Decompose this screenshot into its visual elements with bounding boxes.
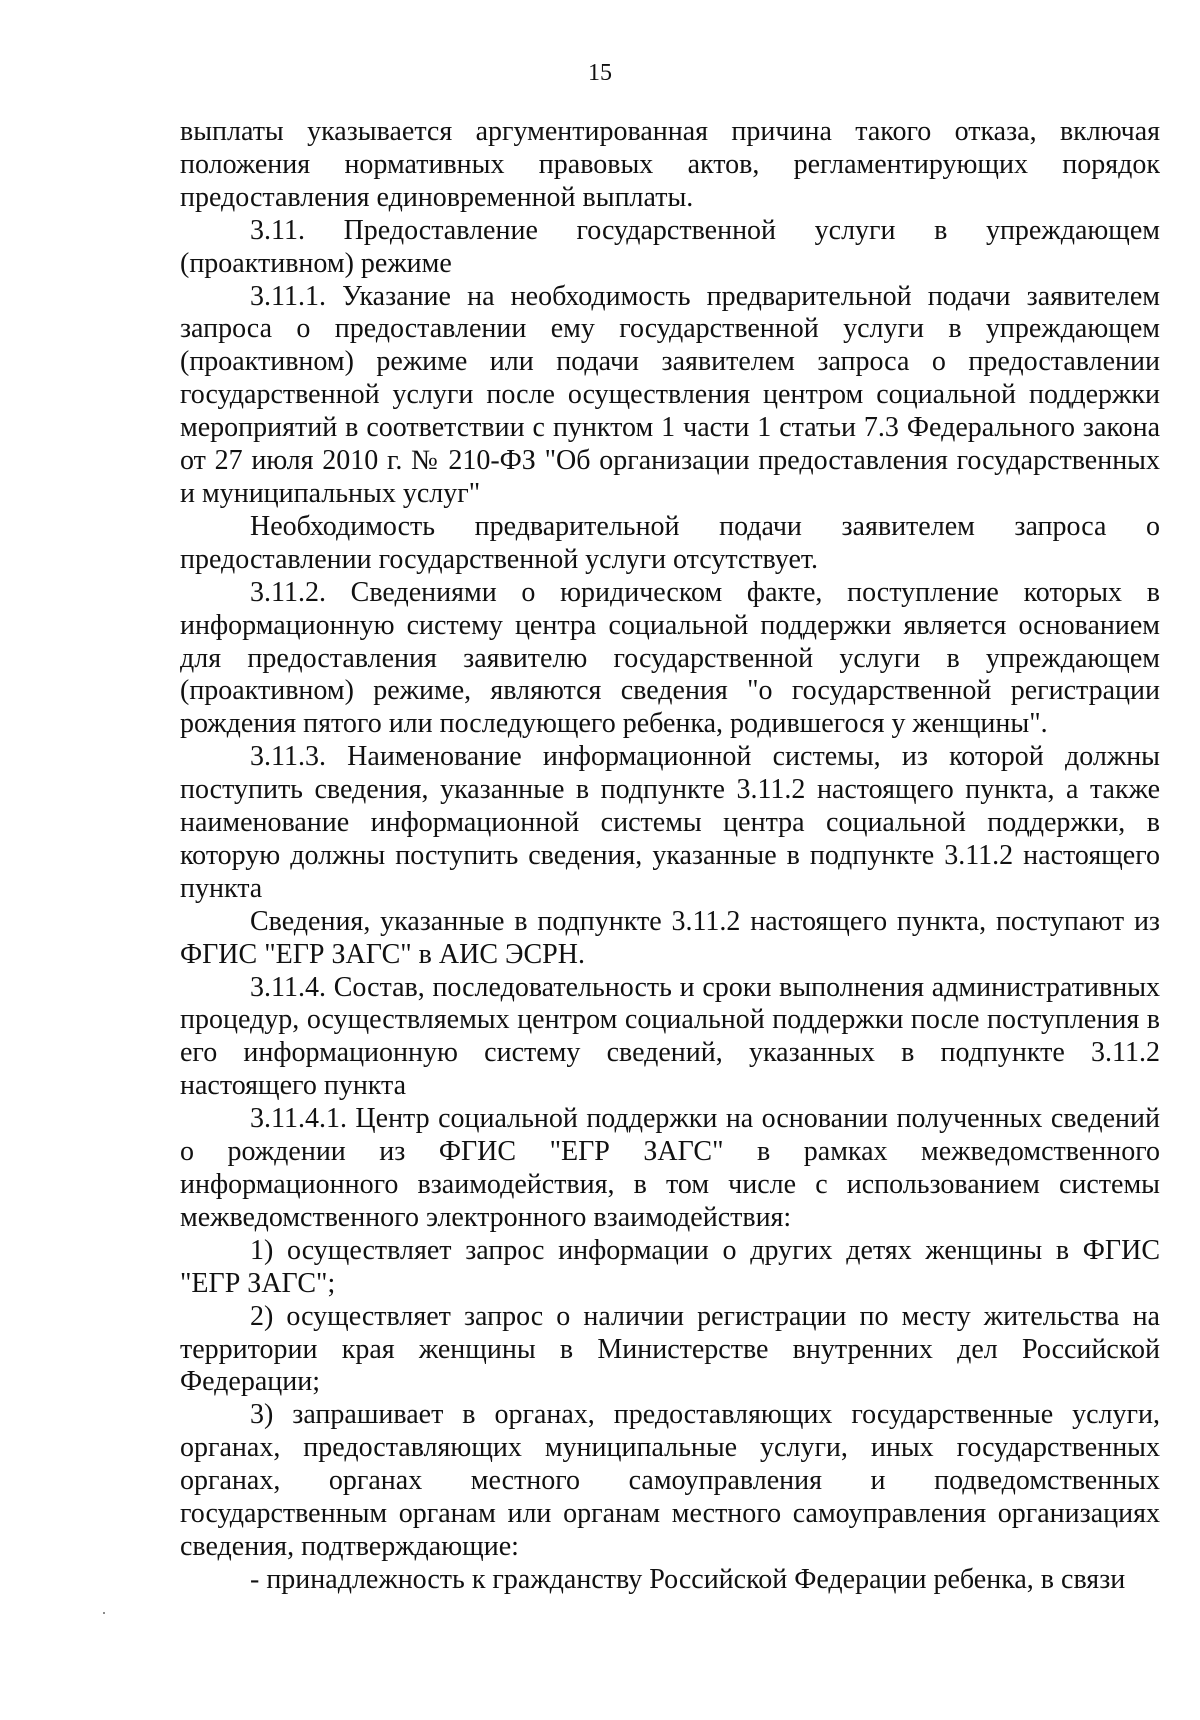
list-item-3: 3) запрашивает в органах, предоставляющих государственные услуги, органах, предоставляющих муниципальные услуги, иных государственных органах, органах местного самоуправления и подведомственных государственным органам или органам местного самоуправления организациях сведения, подтверждающие: (180, 1399, 1160, 1562)
document-body (180, 116, 1160, 1597)
page-number: 15 (588, 60, 612, 86)
paragraph-payment-refusal-continued: выплаты указывается аргументированная причина такого отказа, включая положения нормативных правовых актов, регламентирующих порядок предоставления единовременной выплаты. (180, 116, 1160, 213)
paragraph-3-11-2: 3.11.2. Сведениями о юридическом факте, поступление которых в информационную систему центра социальной поддержки является основанием для предоставления заявителю государственной услуги в упреждающем (проактивном) режиме, являются сведения "о государственной регистрации рождения пятого или последующего ребенка, родившегося у женщины". (180, 576, 1160, 740)
list-item-2: 2) осуществляет запрос о наличии регистрации по месту жительства на территории края женщины в Министерстве внутренних дел Российской Федерации; (180, 1300, 1160, 1398)
paragraph-data-source: Сведения, указанные в подпункте 3.11.2 настоящего пункта, поступают из ФГИС "ЕГР ЗАГС" в АИС ЭСРН. (180, 905, 1160, 970)
paragraph-3-11-heading: 3.11. Предоставление государственной услуги в упреждающем (проактивном) режиме (180, 214, 1160, 279)
list-item-1: 1) осуществляет запрос информации о других детях женщины в ФГИС "ЕГР ЗАГС"; (180, 1234, 1160, 1299)
paragraph-3-11-4-1: 3.11.4.1. Центр социальной поддержки на основании полученных сведений о рождении из ФГИС "ЕГР ЗАГС" в рамках межведомственного информационного взаимодействия, в том числе с использованием системы межведомственного электронного взаимодействия: (180, 1103, 1160, 1233)
paragraph-3-11-1: 3.11.1. Указание на необходимость предварительной подачи заявителем запроса о предоставлении ему государственной услуги в упреждающем (проактивном) режиме или подачи заявителем запроса о предоставлении государственной услуги после осуществления центром социальной поддержки мероприятий в соответствии с пунктом 1 части 1 статьи 7.3 Федерального закона от 27 июля 2010 г. № 210-ФЗ "Об организации предоставления государственных и муниципальных услуг" (180, 280, 1160, 509)
paragraph-3-11-3: 3.11.3. Наименование информационной системы, из которой должны поступить сведения, указанные в подпункте 3.11.2 настоящего пункта, а также наименование информационной системы центра социальной поддержки, в которую должны поступить сведения, указанные в подпункте 3.11.2 настоящего пункта (180, 741, 1160, 904)
paragraph-3-11-4: 3.11.4. Состав, последовательность и сроки выполнения административных процедур, осуществляемых центром социальной поддержки после поступления в его информационную систему сведений, указанных в подпункте 3.11.2 настоящего пункта (180, 971, 1160, 1102)
paragraph-no-request-required: Необходимость предварительной подачи заявителем запроса о предоставлении государственной услуги отсутствует. (180, 510, 1160, 575)
list-item-dash-citizenship: - принадлежность к гражданству Российской Федерации ребенка, в связи (250, 1563, 1126, 1595)
scan-speck (103, 1612, 105, 1614)
